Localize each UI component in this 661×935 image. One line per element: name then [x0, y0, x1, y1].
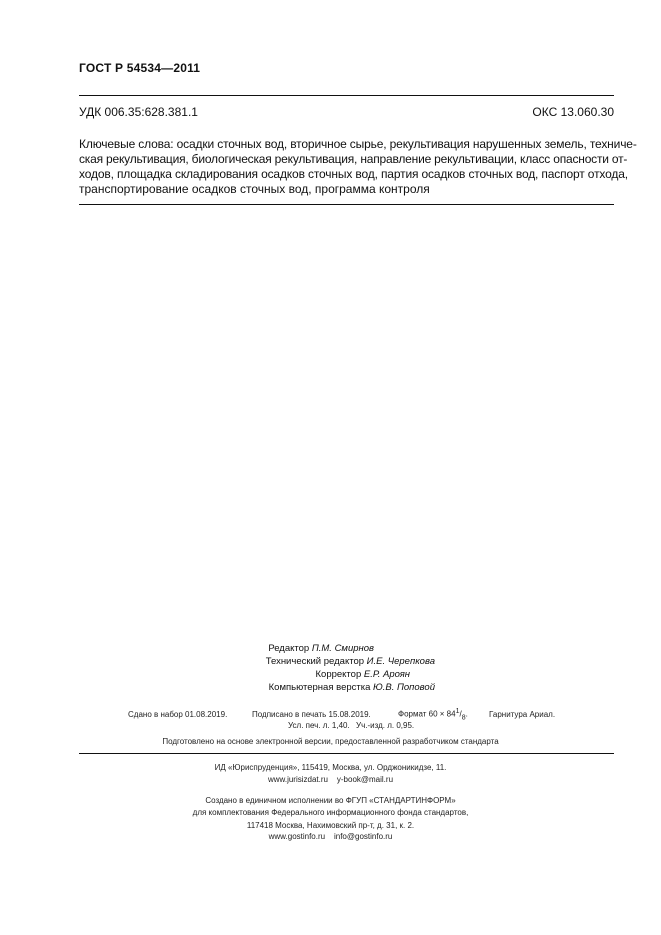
credit-name: Ю.В. Поповой [373, 682, 435, 693]
credit-name: И.Е. Черепкова [366, 656, 435, 667]
credit-label: Редактор [268, 643, 310, 654]
udk-code: УДК 006.35:628.381.1 [79, 105, 198, 119]
format-denominator: 8 [461, 714, 466, 722]
keywords-bottom-rule [79, 204, 614, 205]
submitted-date: Сдано в набор 01.08.2019. [128, 710, 228, 719]
credit-editor [268, 643, 374, 654]
publisher-email: y-book@mail.ru [336, 775, 394, 784]
format-prefix: Формат 60 × 84 [398, 709, 456, 719]
pub-sheets: Уч.-изд. л. 0,95. [356, 721, 415, 730]
prepared-note: Подготовлено на основе электронной версии, предоставленной разработчиком стандарта [162, 737, 499, 746]
format-suffix: . [465, 709, 468, 719]
credit-name: П.М. Смирнов [311, 643, 374, 654]
creator-line1: Создано в единичном исполнении во ФГУП «СТАНДАРТИНФОРМ» [205, 796, 456, 805]
creator-site: www.gostinfo.ru [268, 832, 326, 841]
top-rule [79, 95, 614, 96]
publisher-rule [79, 753, 614, 754]
keywords-line: ская рекультивация, биологическая рекультивация, направление рекультивации, класс опасности от- [79, 152, 628, 166]
standard-title: ГОСТ Р 54534—2011 [79, 61, 201, 75]
credit-tech-editor [266, 656, 435, 667]
credit-label: Корректор [315, 669, 362, 680]
credit-label: Технический редактор [265, 656, 365, 667]
credit-corrector [316, 669, 411, 680]
creator-address: 117418 Москва, Нахимовский пр-т, д. 31, к. 2. [246, 821, 415, 830]
signed-date: Подписано в печать 15.08.2019. [252, 710, 371, 719]
publisher-contacts [0, 775, 661, 784]
print-sheets: Усл. печ. л. 1,40. [288, 721, 350, 730]
keywords-paragraph [79, 137, 637, 197]
font-info: Гарнитура Ариал. [489, 710, 556, 719]
creator-email: info@gostinfo.ru [333, 832, 393, 841]
creator-line2: для комплектования Федерального информационного фонда стандартов, [192, 808, 469, 817]
keywords-line: транспортирование осадков сточных вод, программа контроля [79, 182, 430, 196]
keywords-line: ходов, площадка складирования осадков сточных вод, партия осадков сточных вод, паспорт отхода, [79, 167, 628, 181]
credit-name: Е.Р. Ароян [363, 669, 410, 680]
publisher-address: ИД «Юриспруденция», 115419, Москва, ул. Орджоникидзе, 11. [214, 763, 447, 772]
oks-code: ОКС 13.060.30 [532, 105, 614, 119]
creator-contacts [0, 832, 661, 841]
format-numerator: 1 [455, 708, 460, 715]
credit-layout [269, 682, 435, 693]
publisher-site: www.jurisizdat.ru [267, 775, 328, 784]
format-info: Формат $60 \times 84^1/_8$. [398, 708, 468, 722]
keywords-line: Ключевые слова: осадки сточных вод, вторичное сырье, рекультивация нарушенных земель, техниче- [79, 137, 637, 151]
credit-label: Компьютерная верстка [268, 682, 371, 693]
